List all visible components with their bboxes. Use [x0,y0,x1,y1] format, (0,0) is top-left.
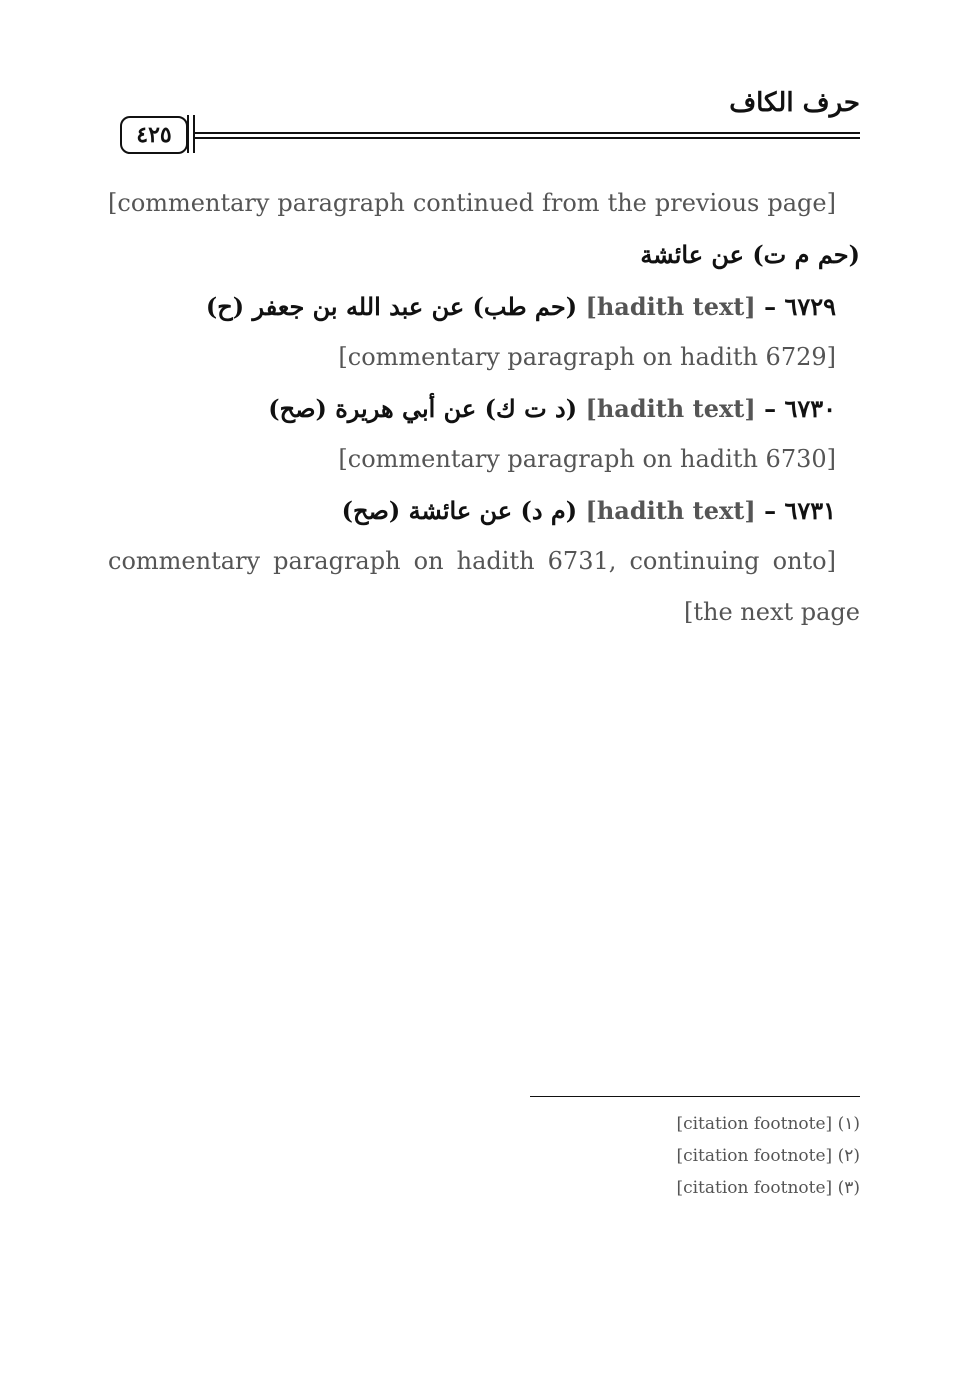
hadith-number: ٦٧٢٩ [784,292,836,321]
comment-text: [commentary paragraph on hadith 6729] [338,343,836,371]
footnote: (٢) [citation footnote] [676,1146,860,1166]
footnote-divider [530,1096,860,1097]
comment-paragraph [108,536,860,638]
hadith-text: [hadith text] [585,394,756,423]
hadith-entry: ٦٧٣١ – [hadith text] (م د) عن عائشة (صح) [341,496,836,525]
page-header [108,88,860,158]
comment-text: [commentary paragraph continued from the previous page] [108,189,836,217]
page-body [108,178,860,638]
source-reference: (د ت ك) عن أبي هريرة (صح) [268,394,578,423]
hadith-text: [hadith text] [585,292,756,321]
hadith-number: ٦٧٣١ [784,496,836,525]
footnotes [108,1108,860,1204]
hadith-text: [hadith text] [585,496,756,525]
comment-text: [commentary paragraph on hadith 6730] [338,445,836,473]
page-number: ٤٢٥ [120,116,188,154]
running-head: حرف الكاف [729,88,860,118]
source-reference: (حم م ت) عن عائشة [640,240,860,269]
comment-paragraph [108,178,860,281]
hadith-entry: ٦٧٢٩ – [hadith text] (حم طب) عن عبد الله بن جعفر (ح) [205,292,836,321]
hadith-entry: ٦٧٣٠ – [hadith text] (د ت ك) عن أبي هريرة (صح) [268,394,836,423]
header-rules [194,132,860,142]
comment-paragraph [108,332,860,383]
hadith-number: ٦٧٣٠ [784,394,836,423]
comment-text: [commentary paragraph on hadith 6731, continuing onto the next page] [108,547,860,626]
footnote: (١) [citation footnote] [676,1114,860,1134]
source-reference: (م د) عن عائشة (صح) [341,496,578,525]
footnote: (٣) [citation footnote] [676,1178,860,1198]
comment-paragraph [108,434,860,485]
source-reference: (حم طب) عن عبد الله بن جعفر (ح) [205,292,578,321]
